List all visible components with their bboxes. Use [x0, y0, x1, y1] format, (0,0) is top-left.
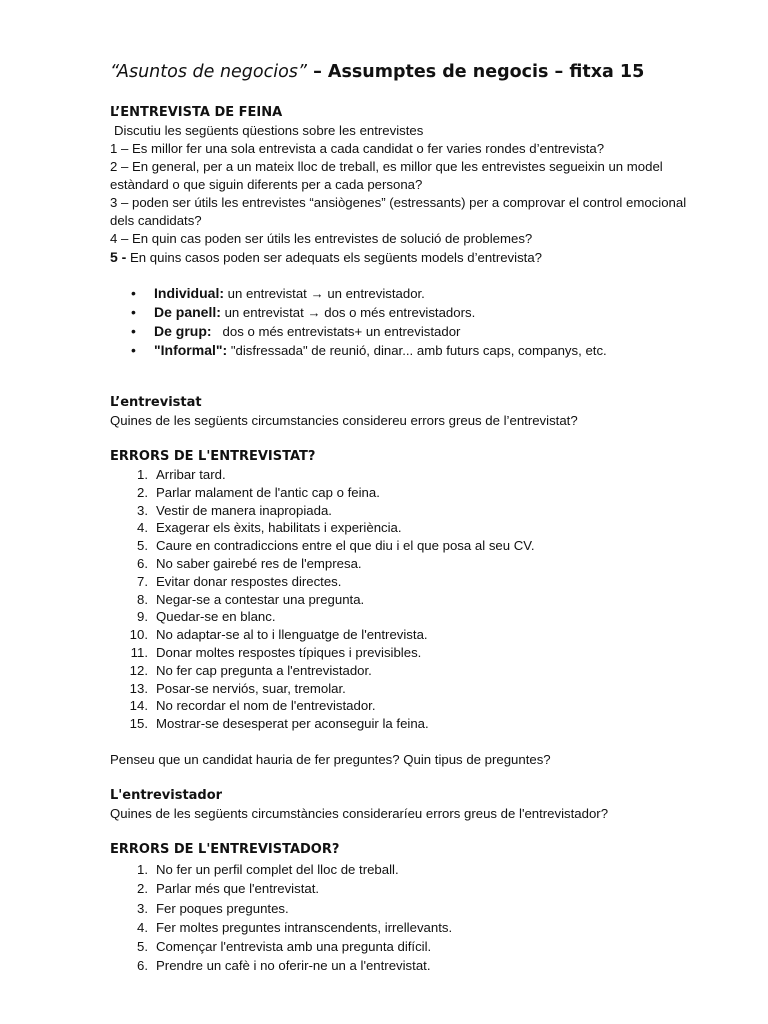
document-content	[110, 60, 710, 976]
item-number: 2.	[137, 881, 148, 897]
list-item	[110, 662, 710, 680]
list-item	[110, 644, 710, 662]
item-text: Arribar tard.	[156, 467, 226, 482]
title-rest: – Assumptes de negocis – fitxa 15	[307, 62, 645, 82]
interviewee-question: Quines de les següents circumstancies considereu errors greus de l’entrevistat?	[110, 413, 578, 428]
item-number: 12.	[129, 662, 148, 678]
item-text: Prendre un cafè i no oferir-ne un a l'entrevistat.	[156, 958, 431, 974]
model-label: "Informal":	[154, 342, 228, 358]
question-2: 2 – En general, per a un mateix lloc de treball, es millor que les entrevistes segueixin un model estàndard o que siguin diferents per a cada persona?	[110, 159, 663, 192]
item-number: 10.	[129, 627, 148, 643]
item-text: Exagerar els èxits, habilitats i experiència.	[156, 520, 402, 536]
list-item	[110, 573, 710, 591]
list-item	[110, 519, 710, 537]
page-title	[110, 60, 710, 84]
model-label: De panell:	[154, 304, 221, 320]
list-item	[110, 697, 710, 715]
interviewer-question: Quines de les següents circumstàncies consideraríeu errors greus de l'entrevistador?	[110, 805, 609, 821]
item-text: No adaptar-se al to i llenguatge de l'entrevista.	[156, 627, 428, 643]
question-5	[110, 248, 710, 267]
list-item	[110, 918, 710, 937]
section-heading-interviewer: L'entrevistador	[110, 787, 223, 803]
interviewer-errors-list	[110, 860, 710, 976]
item-number: 3.	[137, 900, 148, 916]
list-item	[154, 284, 710, 303]
item-number: 4.	[137, 919, 148, 935]
item-number: 2.	[137, 484, 148, 500]
section-heading-interview: L’ENTREVISTA DE FEINA	[110, 105, 283, 120]
item-text: Evitar donar respostes directes.	[156, 573, 342, 589]
list-item	[110, 537, 710, 555]
question-5-text: En quins casos poden ser adequats els següents models d’entrevista?	[126, 250, 543, 265]
question-3: 3 – poden ser útils les entrevistes “ansiògenes” (estressants) per a comprovar el control emocional dels candidats?	[110, 195, 687, 228]
item-text: Parlar més que l'entrevistat.	[156, 881, 320, 897]
item-number: 5.	[137, 538, 148, 554]
item-number: 5.	[137, 939, 148, 955]
item-text: No fer cap pregunta a l'entrevistador.	[156, 662, 372, 678]
item-text: Fer moltes preguntes intranscendents, irrellevants.	[156, 919, 453, 935]
item-number: 6.	[137, 555, 148, 571]
item-number: 3.	[137, 502, 148, 518]
model-text: un entrevistat → dos o més entrevistadors.	[220, 305, 476, 320]
list-item	[154, 341, 710, 360]
item-text: Negar-se a contestar una pregunta.	[156, 591, 365, 607]
item-number: 15.	[129, 716, 148, 732]
list-item	[110, 484, 710, 502]
item-number: 1.	[137, 861, 148, 877]
item-text: No saber gairebé res de l'empresa.	[156, 555, 362, 571]
item-number: 7.	[137, 573, 148, 589]
item-number: 14.	[129, 698, 148, 714]
item-number: 11.	[130, 644, 148, 660]
list-item	[110, 608, 710, 626]
title-italic: “Asuntos de negocios”	[110, 62, 307, 82]
list-item	[110, 715, 710, 733]
item-text: Quedar-se en blanc.	[156, 609, 276, 625]
list-item	[110, 626, 710, 644]
item-text: Començar l'entrevista amb una pregunta difícil.	[156, 939, 432, 955]
model-label: Individual:	[154, 285, 224, 301]
list-item	[110, 502, 710, 520]
item-number: 4.	[137, 520, 148, 536]
list-item	[110, 879, 710, 898]
interviewee-errors-heading: ERRORS DE L'ENTREVISTAT?	[110, 449, 316, 464]
list-item	[110, 466, 710, 484]
question-5-number: 5 -	[110, 249, 127, 265]
list-item	[110, 899, 710, 918]
interview-models-list	[110, 284, 710, 360]
followup-question: Penseu que un candidat hauria de fer preguntes? Quin tipus de preguntes?	[110, 751, 551, 767]
intro-text: Discutiu les següents qüestions sobre les entrevistes	[114, 123, 424, 138]
model-text: dos o més entrevistats+ un entrevistador	[211, 324, 461, 339]
interviewee-errors-list	[110, 466, 710, 733]
list-item	[154, 303, 710, 322]
item-text: Caure en contradiccions entre el que diu i el que posa al seu CV.	[156, 538, 535, 554]
list-item	[110, 956, 710, 975]
question-4: 4 – En quin cas poden ser útils les entrevistes de solució de problemes?	[110, 231, 533, 246]
item-number: 6.	[137, 958, 148, 974]
item-text: Mostrar-se desesperat per aconseguir la feina.	[156, 716, 429, 732]
model-text: "disfressada" de reunió, dinar... amb futurs caps, companys, etc.	[227, 343, 607, 358]
item-number: 8.	[137, 591, 148, 607]
item-text: Donar moltes respostes típiques i previsibles.	[156, 644, 422, 660]
model-text: un entrevistat → un entrevistador.	[224, 286, 425, 301]
item-text: Vestir de manera inapropiada.	[156, 502, 332, 518]
item-number: 13.	[129, 680, 148, 696]
item-number: 1.	[137, 467, 148, 482]
item-text: No fer un perfil complet del lloc de treball.	[156, 861, 399, 877]
list-item	[110, 555, 710, 573]
item-number: 9.	[137, 609, 148, 625]
item-text: Fer poques preguntes.	[156, 900, 289, 916]
item-text: Posar-se nerviós, suar, tremolar.	[156, 680, 346, 696]
item-text: No recordar el nom de l'entrevistador.	[156, 698, 376, 714]
item-text: Parlar malament de l'antic cap o feina.	[156, 484, 380, 500]
list-item	[110, 937, 710, 956]
section-heading-interviewee: L’entrevistat	[110, 395, 202, 410]
list-item	[110, 860, 710, 879]
list-item	[110, 680, 710, 698]
list-item	[110, 591, 710, 609]
question-1: 1 – Es millor fer una sola entrevista a cada candidat o fer varies rondes d’entrevista?	[110, 141, 605, 156]
interviewer-errors-heading: ERRORS DE L'ENTREVISTADOR?	[110, 841, 340, 857]
list-item	[154, 322, 710, 341]
model-label: De grup:	[154, 323, 212, 339]
